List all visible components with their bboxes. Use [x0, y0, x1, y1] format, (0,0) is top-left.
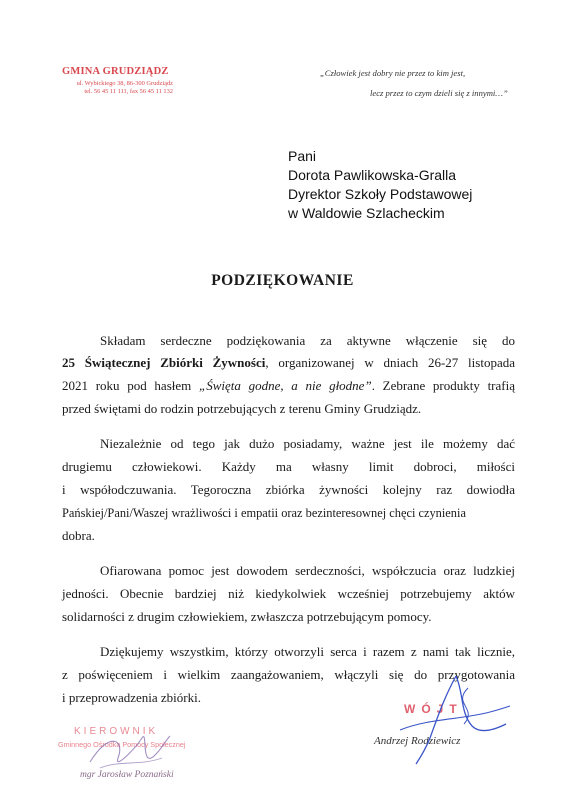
- p1-line-2-rest: , organizowanej w dniach 26-27 listopada: [265, 355, 515, 370]
- recipient-name: Dorota Pawlikowska-Gralla: [288, 167, 457, 183]
- p2-line-4: Pańskiej/Pani/Waszej wrażliwości i empatii oraz bezinteresownej chęci czynienia: [62, 506, 466, 520]
- motto-line-2: lecz przez to czym dzieli się z innymi…”: [370, 88, 508, 98]
- stamp-left-unit: Gminnego Ośrodka Pomocy Społecznej: [58, 740, 186, 749]
- p3-line-2: jedności. Obecnie bardziej niż kiedykolwiek wcześniej potrzebujemy aktów: [62, 586, 515, 601]
- recipient-position: Dyrektor Szkoły Podstawowej: [288, 186, 473, 202]
- letterhead-address: ul. Wybickiego 38, 86-300 Grudziądz: [76, 80, 173, 87]
- stamp-left-title: KIEROWNIK: [74, 726, 159, 737]
- p1-line-3-b: . Zebrane produkty trafią: [371, 378, 515, 393]
- stamp-right-name: Andrzej Rodziewicz: [374, 735, 461, 747]
- p2-line-1: Niezależnie od tego jak dużo posiadamy, ważne jest ile możemy dać: [100, 436, 515, 451]
- stamp-left-name: mgr Jarosław Poznański: [80, 770, 174, 780]
- letterhead-name: GMINA GRUDZIĄDZ: [62, 66, 169, 77]
- p1-event-name: 25 Świątecznej Zbiórki Żywności: [62, 355, 266, 370]
- p1-line-3-a: 2021 roku pod hasłem: [62, 378, 199, 393]
- p1-slogan: „Święta godne, a nie głodne”: [198, 378, 372, 393]
- p2-line-3: i współodczuwania. Tegoroczna zbiórka żywności kolejny raz dowiodła: [62, 482, 515, 497]
- recipient-school: w Waldowie Szlacheckim: [288, 205, 445, 221]
- signature-right: [360, 668, 520, 768]
- p4-line-2: z poświęceniem i wielkim zaangażowaniem, włączyli się do przygotowania: [62, 667, 515, 682]
- p4-line-3: i przeprowadzenia zbiórki.: [62, 690, 201, 705]
- p2-line-5: dobra.: [62, 528, 95, 543]
- p1-line-2: [62, 355, 515, 371]
- p3-line-3: solidarności z drugim człowiekiem, zwłaszcza potrzebującym pomocy.: [62, 609, 432, 624]
- letterhead-phones: tel. 56 45 11 111, fax 56 45 11 132: [84, 88, 173, 95]
- p1-line-4: przed świętami do rodzin potrzebujących z terenu Gminy Grudziądz.: [62, 401, 422, 416]
- recipient-salutation: Pani: [288, 148, 317, 164]
- document-title: PODZIĘKOWANIE: [211, 272, 354, 289]
- p2-line-2: drugiemu człowiekowi. Każdy ma własny limit dobroci, miłości: [62, 459, 515, 474]
- p3-line-1: Ofiarowana pomoc jest dowodem serdeczności, współczucia oraz ludzkiej: [100, 563, 515, 578]
- p1-line-3: [62, 378, 515, 394]
- p1-line-1: Składam serdeczne podziękowania za aktywne włączenie się do: [100, 333, 515, 348]
- p4-line-1: Dziękujemy wszystkim, którzy otworzyli serca i razem z nami tak licznie,: [100, 644, 515, 659]
- motto-line-1: „Człowiek jest dobry nie przez to kim jest,: [320, 68, 466, 78]
- signature-left: [70, 710, 180, 790]
- stamp-right-title: WÓJT: [404, 702, 463, 716]
